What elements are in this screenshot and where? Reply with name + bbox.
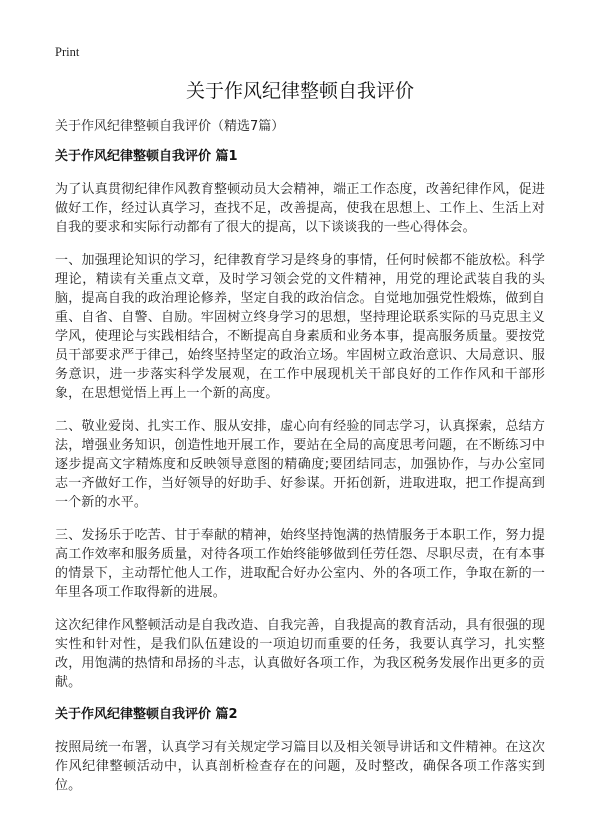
paragraph: 按照局统一布署，认真学习有关规定学习篇目以及相关领导讲话和文件精神。在这次作风纪律整顿活动中，认真剖析检查存在的问题，及时整改，确保各项工作落实到位。 xyxy=(55,740,545,793)
document-body xyxy=(55,119,545,809)
section-heading-1: 关于作风纪律整顿自我评价 篇1 xyxy=(55,149,238,164)
paragraph: 一、加强理论知识的学习，纪律教育学习是终身的事情，任何时候都不能放松。科学理论，精读有关重点文章，及时学习领会党的文件精神，用党的理论武装自我的头脑，提高自我的政治理论修养，坚定自我的政治信念。自觉地加强党性煅炼，做到自重、自省、自警、自励。牢固树立终身学习的思想，坚持理论联系实际的马克思主义学风，使理论与实践相结合，不断提高自身素质和业务本事，提高服务质量。要按党员干部要求严于律己，始终坚持坚定的政治立场。牢固树立政治意识、大局意识、服务意识，进一步落实科学发展观，在工作中展现机关干部良好的工作作风和干部形象，在思想觉悟上再上一个新的高度。 xyxy=(55,253,545,401)
paragraph: 二、敬业爱岗、扎实工作、服从安排，虚心向有经验的同志学习，认真探索，总结方法，增强业务知识，创造性地开展工作，要站在全局的高度思考问题，在不断练习中逐步提高文字精炼度和反映领导意图的精确度;要团结同志，加强协作，与办公室同志一齐做好工作，当好领导的好助手、好参谋。开拓创新，进取进取，把工作提高到一个新的水平。 xyxy=(55,419,545,510)
section-heading-2: 关于作风纪律整顿自我评价 篇2 xyxy=(55,707,238,722)
document-subtitle: 关于作风纪律整顿自我评价（精选7篇） xyxy=(55,119,285,134)
paragraph: 这次纪律作风整顿活动是自我改造、自我完善，自我提高的教育活动，具有很强的现实性和针对性，是我们队伍建设的一项迫切而重要的任务，我要认真学习，扎实整改，用饱满的热情和昂扬的斗志，认真做好各项工作，为我区税务发展作出更多的贡献。 xyxy=(55,618,545,690)
print-link[interactable]: Print xyxy=(55,45,80,59)
paragraph: 三、发扬乐于吃苦、甘于奉献的精神，始终坚持饱满的热情服务于本职工作，努力提高工作效率和服务质量，对待各项工作始终能够做到任劳任怨、尽职尽责，在有本事的情景下，主动帮忙他人工作，进取配合好办公室内、外的各项工作，争取在新的一年里各项工作取得新的进展。 xyxy=(55,528,545,600)
document-title: 关于作风纪律整顿自我评价 xyxy=(185,80,414,102)
paragraph: 为了认真贯彻纪律作风教育整顿动员大会精神，端正工作态度，改善纪律作风，促进做好工作，经过认真学习，查找不足，改善提高，使我在思想上、工作上、生活上对自我的要求和实际行动都有了很大的提高，以下谈谈我的一些心得体会。 xyxy=(55,182,545,235)
